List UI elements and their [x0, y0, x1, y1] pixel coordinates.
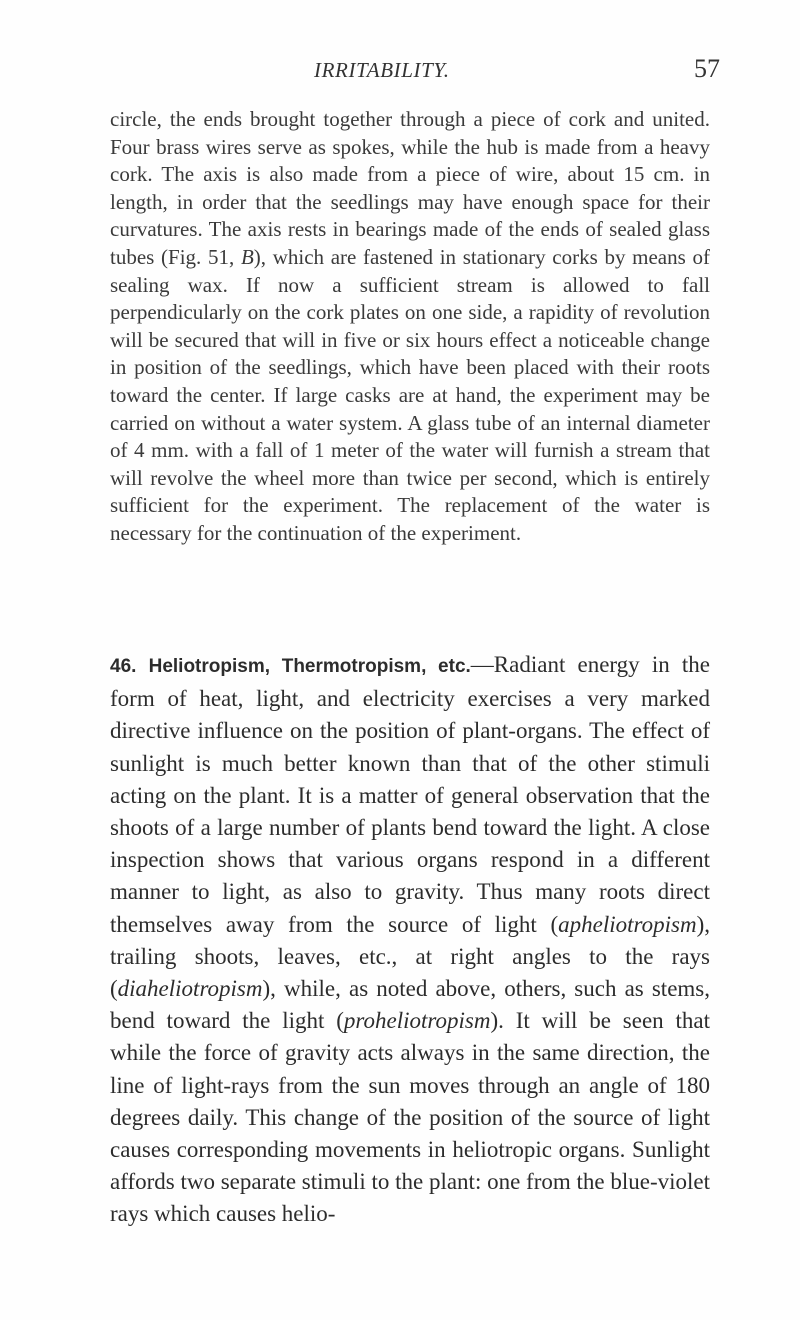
section-text: —Radiant energy in the form of heat, light, and electricity exercises a very marked directive influence on the position of plant-organs. The effect of sunlight is much better known than that of the other stimuli acting on the plant. It is a matter of general observation that the shoots of a large number of plants bend toward the light. A close inspection shows that various organs respond in a different manner to light, as also to gravity. Thus many roots direct themselves away from the source of light ( [110, 652, 711, 937]
paragraph-text: ), which are fastened in stationary corks by means of sealing wax. If now a sufficient stream is allowed to fall perpendicularly on the cork plates on one side, a rapidity of revolution will be secured that will in five or six hours effect a noticeable change in position of the seedlings, which have been placed with their roots toward the center. If large casks are at hand, the experiment may be carried on without a water system. A glass tube of an internal diameter of 4 mm. with a fall of 1 meter of the water will furnish a stream that will revolve the wheel more than twice per second, which is entirely sufficient for the experiment. The replacement of the water is necessary for the continuation of the experiment. [110, 244, 710, 545]
section-text: ), while, as noted above, others, such as stems, bend toward the light ( [110, 976, 710, 1034]
section-title: Heliotropism, Thermotropism, etc. [148, 656, 471, 677]
section-text: ), trailing shoots, leaves, etc., at right angles to the rays ( [110, 911, 710, 1002]
term-diaheliotropism: diaheliotropism [117, 976, 263, 1002]
running-title: IRRITABILITY. [314, 58, 450, 82]
paragraph-continuation [110, 106, 710, 548]
term-proheliotropism: proheliotropism [343, 1008, 491, 1034]
section-46-paragraph [110, 649, 710, 1231]
figure-letter: B [240, 244, 254, 269]
paragraph-text: circle, the ends brought together through a piece of cork and united. Four brass wires serve as spokes, while the hub is made from a heavy cork. The axis is also made from a piece of wire, about 15 cm. in length, in order that the seedlings may have enough space for their curvatures. The axis rests in bearings made of the ends of sealed glass tubes (Fig. 51, [110, 107, 710, 269]
running-head [0, 54, 800, 88]
section-number: 46. [110, 656, 137, 677]
term-apheliotropism: apheliotropism [558, 911, 697, 937]
page-number: 57 [694, 54, 720, 83]
section-text: ). It will be seen that while the force of gravity acts always in the same direction, the line of light-rays from the sun moves through an angle of 180 degrees daily. This change of the position of the source of light causes corresponding movements in heliotropic organs. Sunlight affords two separate stimuli to the plant: one from the blue-violet rays which causes helio- [110, 1008, 710, 1227]
